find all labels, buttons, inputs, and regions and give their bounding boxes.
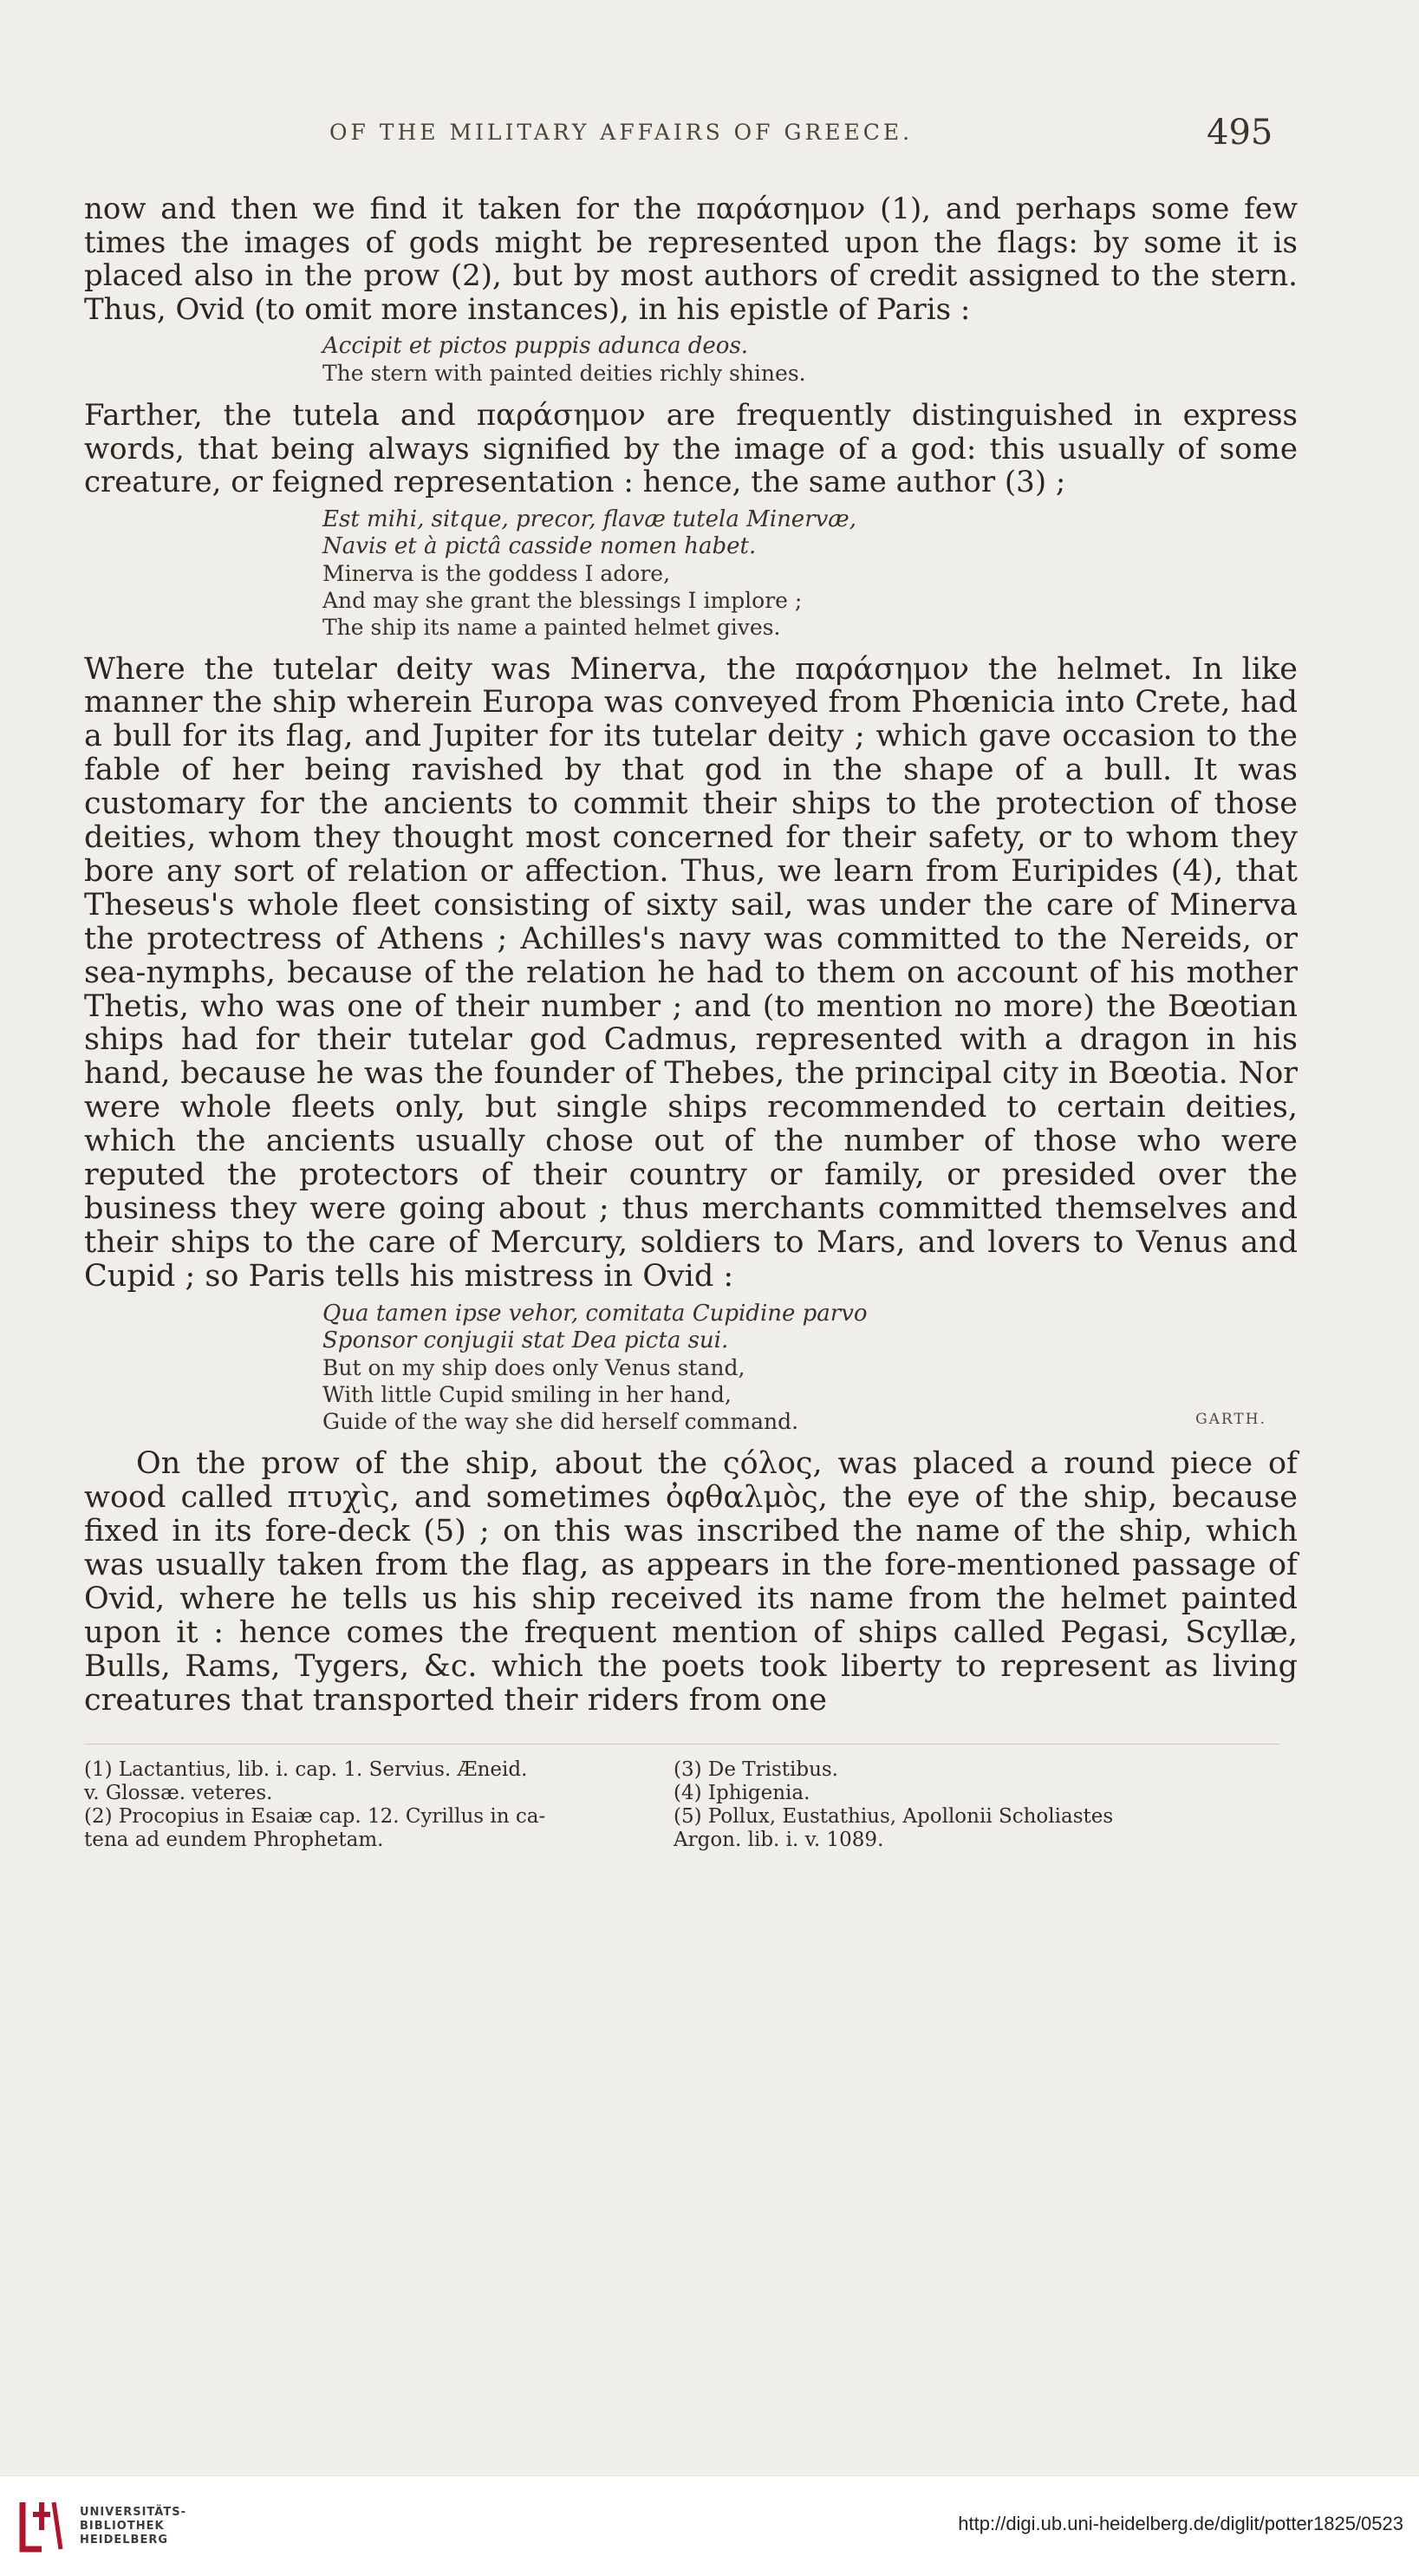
footnote-line: (2) Procopius in Esaiæ cap. 12. Cyrillus in ca- xyxy=(84,1804,546,1828)
footnotes xyxy=(84,1758,1298,1852)
page-number: 495 xyxy=(1207,113,1273,153)
verse-line: Accipit et pictos puppis adunca deos. xyxy=(322,333,749,359)
paragraph-4: On the prow of the ship, about the ςόλος, was placed a round piece of wood called πτυχὶς, and sometimes ὀφθαλμὸς, the eye of the ship, because fixed in its fore-deck (5) ; on this was inscribed the name of the ship, which was usually taken from the flag, as appears in the fore-mentioned passage of Ovid, where he tells us his ship received its name from the helmet painted upon it : hence comes the frequent mention of ships called Pegasi, Scyllæ, Bulls, Rams, Tygers, &c. which the poets took liberty to represent as living creatures that transported their riders from one xyxy=(84,1445,1298,1718)
verse-quote-3 xyxy=(84,1301,1298,1435)
footnote-line: tena ad eundem Phrophetam. xyxy=(84,1828,384,1851)
footnotes-right-column xyxy=(674,1758,1298,1852)
paragraph-3: Where the tutelar deity was Minerva, the παράσημον the helmet. In like manner the ship wherein Europa was conveyed from Phœnicia into Crete, had a bull for its flag, and Jupiter for its tutelar deity ; which gave occasion to the fable of her being ravished by that god in the shape of a bull. It was customary for the ancients to commit their ships to the protection of those deities, whom they thought most concerned for their safety, or to whom they bore any sort of relation or affection. Thus, we learn from Euripides (4), that Theseus's whole fleet consisting of sixty sail, was under the care of Minerva the protectress of Athens ; Achilles's navy was committed to the Nereids, or sea-nymphs, because of the relation he had to them on account of his mother Thetis, who was one of their number ; and (to mention no more) the Bœotian ships had for their tutelar god Cadmus, represented with a dragon in his hand, because he was the founder of Thebes, the principal city in Bœotia. Nor were whole fleets only, but single ships recommended to certain deities, which the ancients usually chose out of the number of those who were reputed the protectors of their country or family, or presided over the business they were going about ; thus merchants committed themselves and their ships to the care of Mercury, soldiers to Mars, and lovers to Venus and Cupid ; so Paris tells his mistress in Ovid : xyxy=(84,651,1298,1294)
verse-line: Navis et à pictâ casside nomen habet. xyxy=(322,532,757,559)
library-footer xyxy=(0,2475,1419,2576)
verse-quote-1 xyxy=(84,333,1298,387)
verse-line: Guide of the way she did herself command. xyxy=(322,1408,799,1434)
verse-line: Sponsor conjugii stat Dea picta sui. xyxy=(322,1327,729,1353)
paragraph-1: now and then we find it taken for the παράσημον (1), and perhaps some few times the images of gods might be represented upon the flags: by some it is placed also in the prow (2), but by most authors of credit assigned to the stern. Thus, Ovid (to omit more instances), in his epistle of Paris : xyxy=(84,192,1298,327)
footnote-line: (4) Iphigenia. xyxy=(674,1781,810,1804)
institution-line: HEIDELBERG xyxy=(80,2534,169,2547)
verse-line: The stern with painted deities richly shines. xyxy=(322,361,806,386)
institution-name xyxy=(80,2506,186,2547)
footnote-line: (5) Pollux, Eustathius, Apollonii Scholiastes xyxy=(674,1804,1114,1828)
footnote-divider xyxy=(84,1744,1280,1745)
footnotes-left-column xyxy=(84,1758,674,1852)
university-library-logo-icon xyxy=(16,2495,68,2556)
institution-line: UNIVERSITÄTS- xyxy=(80,2506,186,2519)
footnote-line: (1) Lactantius, lib. i. cap. 1. Servius. Æneid. xyxy=(84,1758,528,1781)
source-url-link[interactable]: http://digi.ub.uni-heidelberg.de/diglit/potter1825/0523 xyxy=(958,2513,1403,2534)
verse-line: But on my ship does only Venus stand, xyxy=(322,1354,745,1380)
verse-line: The ship its name a painted helmet gives. xyxy=(322,614,781,640)
footnote-line: v. Glossæ. veteres. xyxy=(84,1781,273,1804)
verse-line: Minerva is the goddess I adore, xyxy=(322,560,671,586)
verse-attribution: GARTH. xyxy=(1195,1410,1266,1428)
footnote-line: (3) De Tristibus. xyxy=(674,1758,838,1781)
verse-line: Qua tamen ipse vehor, comitata Cupidine parvo xyxy=(322,1300,868,1327)
running-title: OF THE MILITARY AFFAIRS OF GREECE. xyxy=(329,120,914,145)
page-body xyxy=(84,192,1298,1852)
paragraph-2: Farther, the tutela and παράσημον are frequently distinguished in express words, that being always signified by the image of a god: this usually of some creature, or feigned representation : hence, the same author (3) ; xyxy=(84,398,1298,499)
footnote-line: Argon. lib. i. v. 1089. xyxy=(674,1828,884,1851)
verse-line: And may she grant the blessings I implore ; xyxy=(322,587,803,613)
verse-line: Est mihi, sitque, precor, flavæ tutela Minervæ, xyxy=(322,505,857,532)
verse-line: With little Cupid smiling in her hand, xyxy=(322,1381,732,1407)
institution-line: BIBLIOTHEK xyxy=(80,2520,165,2533)
running-header xyxy=(0,113,1419,154)
verse-quote-2 xyxy=(84,506,1298,641)
